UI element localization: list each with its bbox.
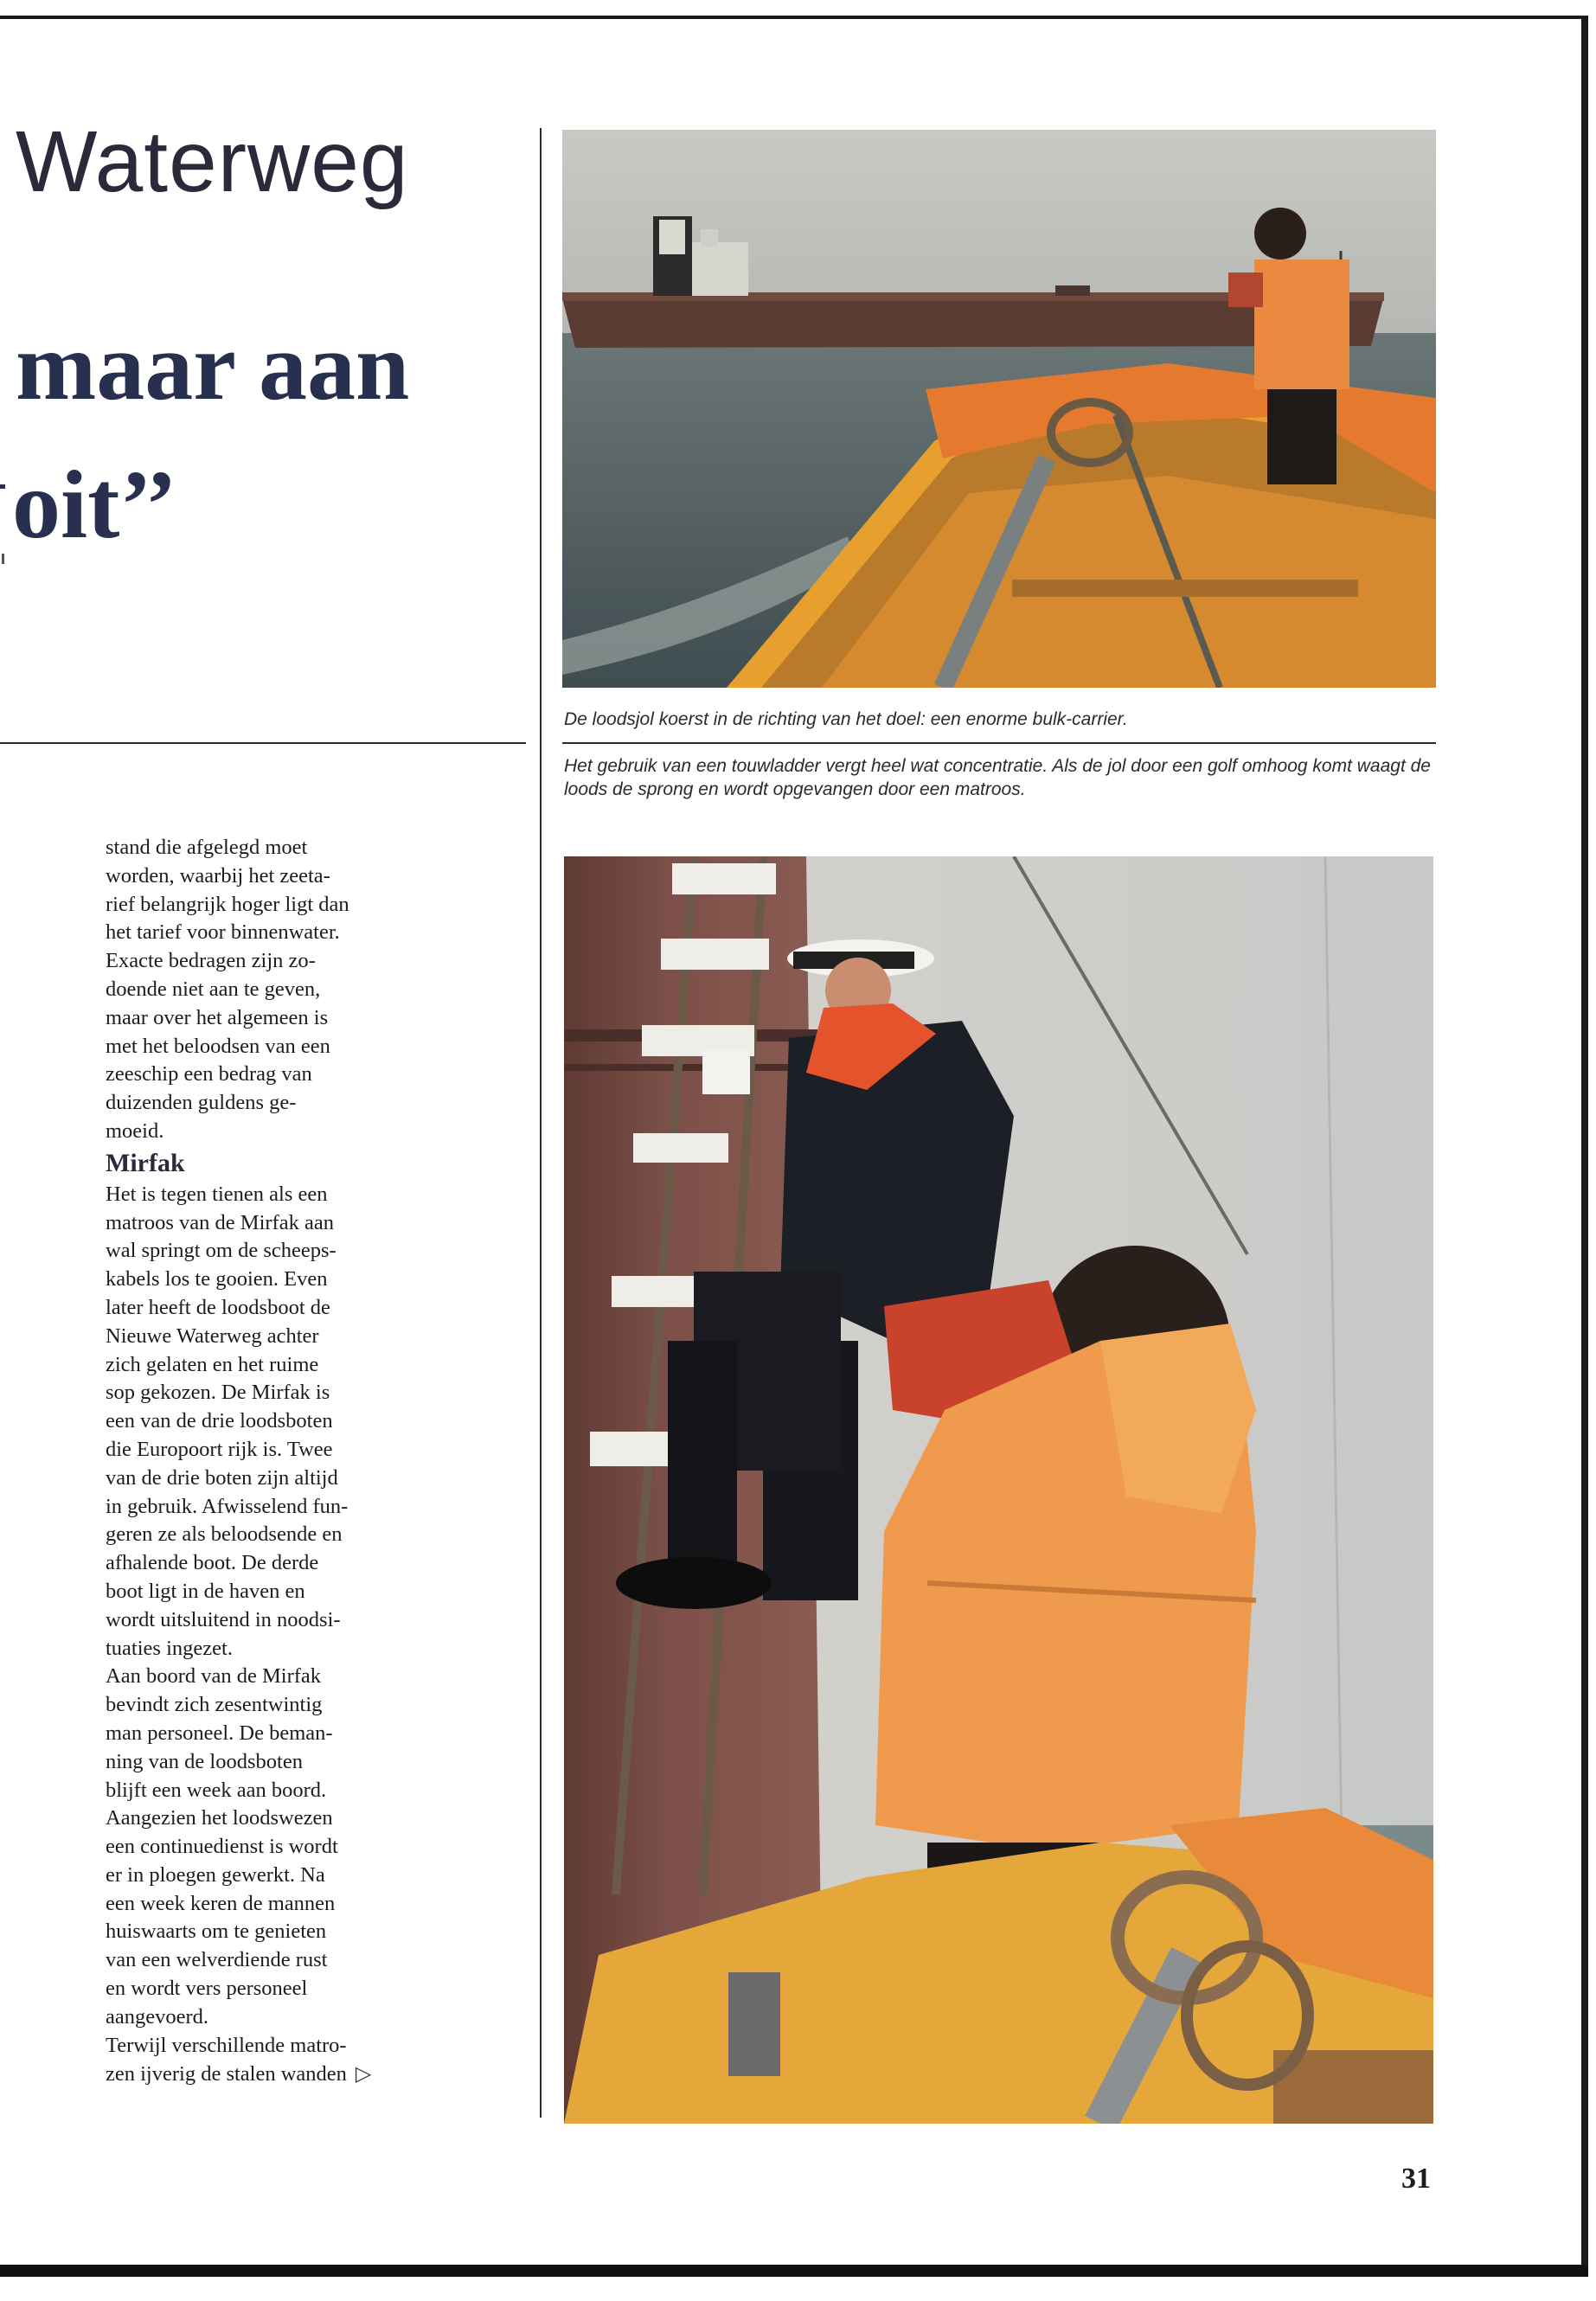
photo-pilot-rope-ladder [564, 856, 1433, 2124]
body-line: Aangezien het loodswezen [106, 1806, 333, 1830]
body-line: een van de drie loodsboten [106, 1409, 333, 1433]
body-line: tuaties ingezet. [106, 1636, 233, 1660]
body-line: kabels los te gooien. Even [106, 1267, 328, 1292]
photo-pilot-boat-illustration [562, 130, 1436, 688]
body-line: Nieuwe Waterweg achter [106, 1324, 319, 1348]
headline-line-1: Waterweg [16, 113, 409, 210]
bottom-border [0, 2265, 1588, 2277]
photo-pilot-boat-bulk-carrier [562, 130, 1436, 688]
body-line: Het is tegen tienen als een [106, 1182, 328, 1206]
photo-rope-ladder-illustration [564, 856, 1433, 2124]
body-line: Exacte bedragen zijn zo- [106, 949, 316, 973]
body-line: rief belangrijk hoger ligt dan [106, 892, 349, 916]
body-line: met het beloodsen van een [106, 1034, 330, 1058]
body-line: en wordt vers personeel [106, 1977, 308, 2001]
body-line: aangevoerd. [106, 2004, 209, 2029]
body-line: worden, waarbij het zeeta- [106, 863, 330, 888]
body-line: duizenden guldens ge- [106, 1091, 297, 1115]
headline-fragment-mark [2, 554, 4, 564]
page-number: 31 [1401, 2163, 1431, 2195]
body-line: wordt uitsluitend in noodsi- [106, 1607, 341, 1631]
body-line-text: zen ijverig de stalen wanden [106, 2062, 347, 2086]
caption-rule [562, 742, 1436, 744]
body-line: het tarief voor binnenwater. [106, 920, 340, 945]
body-line: van de drie boten zijn altijd [106, 1465, 338, 1490]
body-line: er in ploegen gewerkt. Na [106, 1862, 325, 1887]
top-border [0, 16, 1583, 19]
headline-fragment-mark [0, 484, 5, 489]
body-line: wal springt om de scheeps- [106, 1239, 337, 1263]
right-border [1581, 16, 1588, 2273]
body-line: doende niet aan te geven, [106, 977, 321, 1001]
column-divider [540, 128, 542, 2118]
body-line: bevindt zich zesentwintig [106, 1693, 323, 1717]
body-line: boot ligt in de haven en [106, 1579, 305, 1603]
body-line: later heeft de loodsboot de [106, 1295, 330, 1319]
body-line: afhalende boot. De derde [106, 1551, 319, 1575]
photo-caption-1: De loodsjol koerst in de richting van het doel: een enorme bulk-carrier. [564, 709, 1128, 729]
body-line: van een welverdiende rust [106, 1948, 328, 1972]
body-line: geren ze als beloodsende en [106, 1522, 343, 1547]
body-line: in gebruik. Afwisselend fun- [106, 1494, 349, 1518]
body-line: maar over het algemeen is [106, 1005, 329, 1029]
body-line: ning van de loodsboten [106, 1749, 303, 1773]
body-line-last [106, 2060, 434, 2089]
body-line: zeeschip een bedrag van [106, 1062, 312, 1086]
article-body [106, 834, 434, 2089]
body-line: sop gekozen. De Mirfak is [106, 1381, 330, 1405]
photo-caption-2: Het gebruik van een touwladder vergt heel wat concentratie. Als de jol door een golf omhoog komt waagt de loods de sprong en wordt opgevangen door een matroos. [564, 756, 1431, 799]
body-line: een week keren de mannen [106, 1891, 336, 1915]
continue-arrow-icon: ▷ [355, 2061, 372, 2086]
headline-line-3: oit’’ [12, 452, 177, 559]
body-line: man personeel. De beman- [106, 1721, 333, 1745]
body-line: huiswaarts om te genieten [106, 1920, 327, 1944]
body-line: die Europoort rijk is. Twee [106, 1437, 333, 1461]
headline-line-2: maar aan [16, 313, 410, 420]
section-subheading: Mirfak [106, 1148, 185, 1177]
body-line: Terwijl verschillende matro- [106, 2033, 347, 2057]
body-line: matroos van de Mirfak aan [106, 1210, 334, 1234]
body-line: stand die afgelegd moet [106, 836, 308, 859]
headline-rule [0, 742, 526, 744]
body-line: zich gelaten en het ruime [106, 1352, 319, 1376]
body-line: moeid. [106, 1118, 164, 1143]
body-line: een continuedienst is wordt [106, 1835, 338, 1859]
body-line: blijft een week aan boord. [106, 1778, 327, 1802]
body-line: Aan boord van de Mirfak [106, 1664, 322, 1689]
